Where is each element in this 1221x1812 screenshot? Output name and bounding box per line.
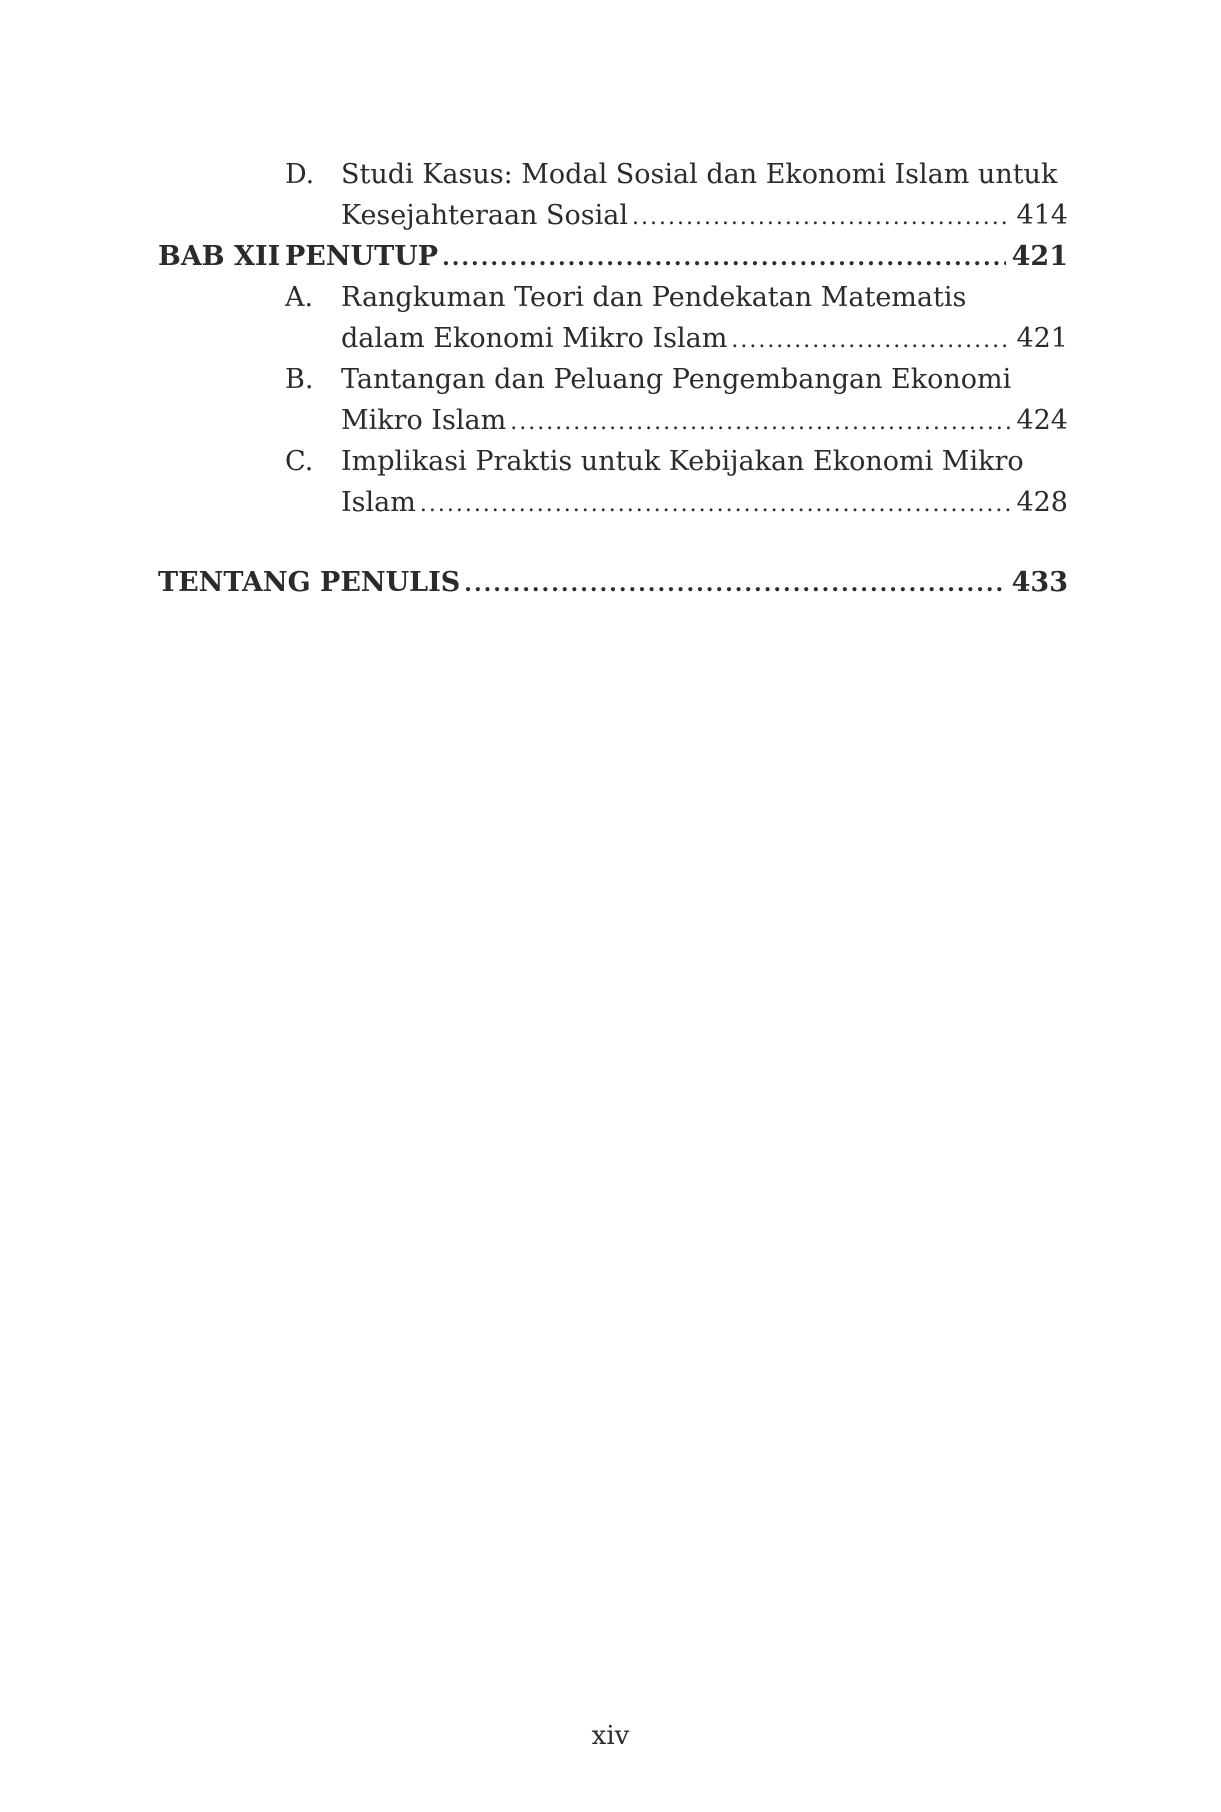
toc-entry-d-line2[interactable] [0,196,1221,236]
page-number-folio: xiv [591,1721,630,1751]
toc-entry-c-title-line1: Implikasi Praktis untuk Kebijakan Ekonomi Mikro [341,446,1024,477]
toc-entry-penulis-title: TENTANG PENULIS [158,567,461,598]
toc-entry-b-line2[interactable] [0,401,1221,441]
toc-entry-c-letter: C. [285,446,314,477]
toc-entry-a-title-line1: Rangkuman Teori dan Pendekatan Matematis [341,282,967,313]
toc-entry-tentang-penulis[interactable] [0,563,1221,603]
chapter-label: BAB XII [158,241,281,272]
toc-entry-c-title-line2: Islam [341,487,416,518]
toc-entry-b-title-line2: Mikro Islam [341,405,507,436]
toc-entry-c-line2[interactable] [0,483,1221,523]
toc-entry-d-letter: D. [285,159,315,190]
chapter-page: 421 [1011,241,1068,272]
toc-entry-a-title-line2: dalam Ekonomi Mikro Islam [341,323,728,354]
toc-entry-c-page: 428 [1016,487,1068,518]
dot-leader [420,485,1011,525]
toc-entry-d-title-line2: Kesejahteraan Sosial [341,200,628,231]
dot-leader [510,403,1010,443]
toc-entry-a-line2[interactable] [0,319,1221,359]
toc-entry-a-letter: A. [285,282,314,313]
toc-entry-b-line1 [0,360,1221,400]
toc-chapter-bab-xii[interactable] [0,237,1221,277]
toc-entry-d-line1 [0,155,1221,195]
toc-entry-b-page: 424 [1016,405,1068,436]
dot-leader [442,238,1006,278]
toc-entry-b-letter: B. [285,364,314,395]
toc-entry-d-page: 414 [1016,200,1068,231]
chapter-title: PENUTUP [285,241,439,272]
dot-leader [632,198,1010,238]
toc-entry-penulis-page: 433 [1011,567,1068,598]
toc-entry-d-title-line1: Studi Kasus: Modal Sosial dan Ekonomi Islam untuk [341,159,1058,190]
dot-leader [731,321,1010,361]
toc-entry-a-page: 421 [1016,323,1068,354]
dot-leader [464,564,1005,604]
toc-entry-b-title-line1: Tantangan dan Peluang Pengembangan Ekonomi [341,364,1012,395]
toc-entry-a-line1 [0,278,1221,318]
toc-entry-c-line1 [0,442,1221,482]
